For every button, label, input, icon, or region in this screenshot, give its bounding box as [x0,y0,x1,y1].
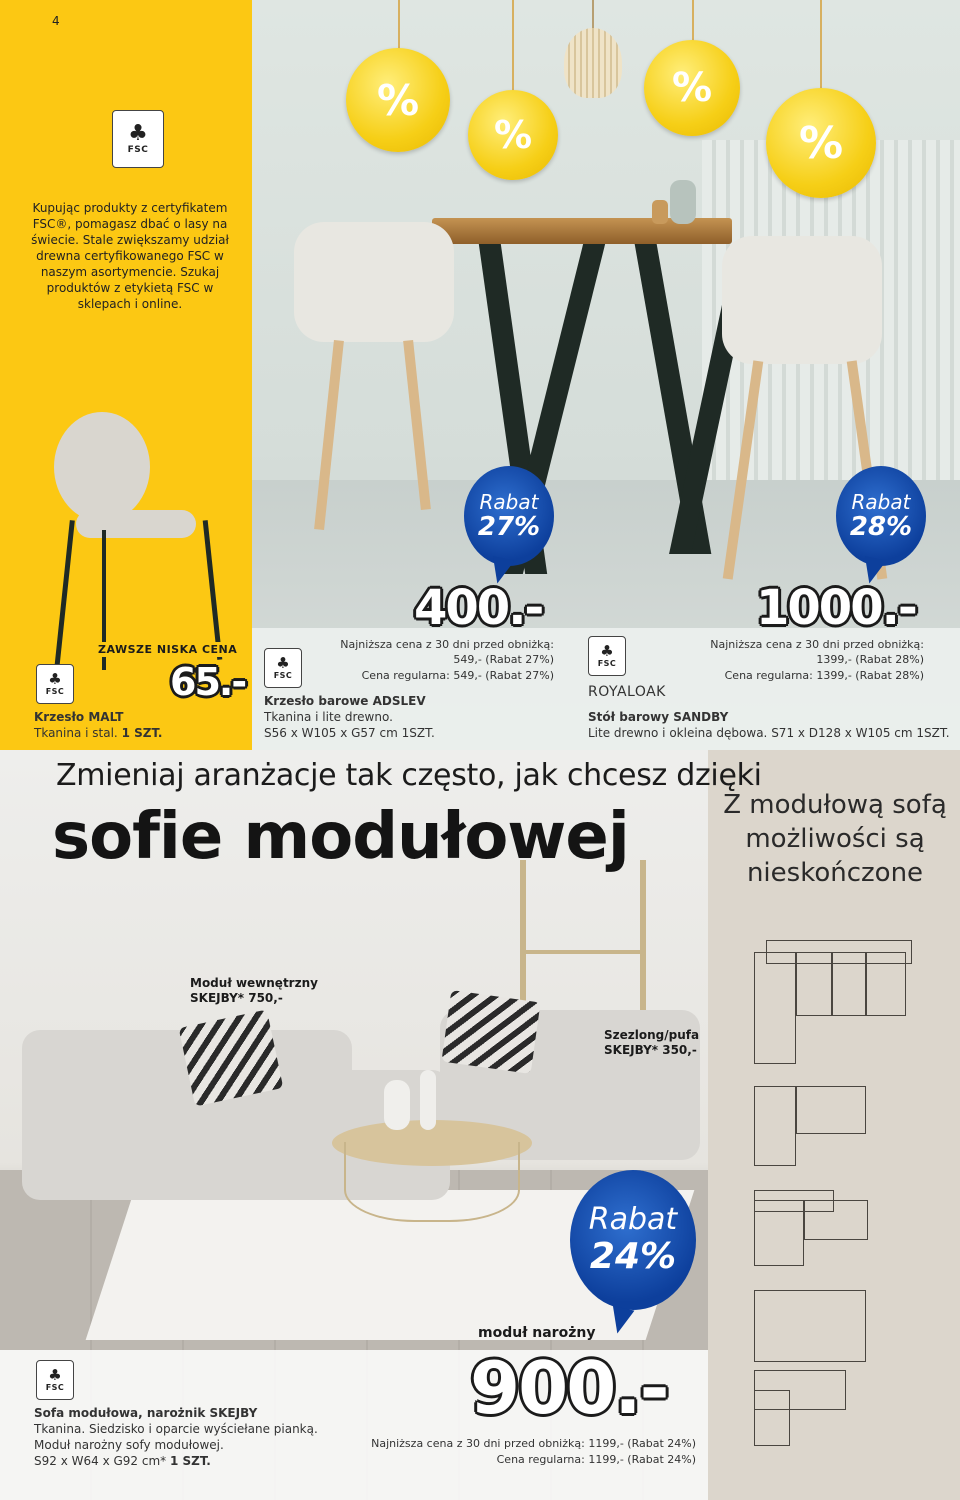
tree-icon: ♣ [276,654,290,672]
inner-module-label: Moduł wewnętrzny SKEJBY* 750,- [190,976,318,1005]
module-diagram [754,1086,796,1166]
left-bar-chair-seat [294,222,454,342]
percent-tag: % [468,90,558,180]
fsc-logo: ♣ FSC [112,110,164,168]
sandby-name: Stół barowy SANDBY [588,710,729,724]
adslev-desc: Tkanina i lite drewno. [264,710,393,724]
vase [670,180,696,224]
malt-price: 65.- [170,660,246,704]
sofa-desc-line2: Moduł narożny sofy modułowej. [34,1438,224,1452]
module-diagram [796,1086,866,1134]
pendant-lamp [564,28,622,98]
malt-chair-seat [76,510,196,538]
sandby-discount-bubble: Rabat 28% [836,466,926,566]
adslev-price: 400.- [414,580,543,636]
tag-string [692,0,694,42]
sofa-side-text: Z modułową sofą możliwości są nieskończone [723,790,947,888]
right-bar-chair-seat [722,236,882,364]
fsc-logo: ♣ FSC [588,636,626,676]
fsc-logo: ♣ FSC [264,648,302,688]
adslev-regular-price: Cena regularna: 549,- (Rabat 27%) [361,669,554,682]
adslev-discount-bubble: Rabat 27% [464,466,554,566]
sofa-discount-bubble: Rabat 24% [570,1170,696,1310]
sofa-section [0,750,960,1500]
adslev-dims: S56 x W105 x G57 cm 1SZT. [264,726,435,740]
module-diagram [832,952,866,1016]
malt-name: Krzesło MALT [34,710,124,724]
tree-icon: ♣ [600,642,614,660]
sandby-lowest-price: Najniższa cena z 30 dni przed obniżką: 1399,- (Rabat 28%) [710,638,924,666]
fsc-logo: ♣ FSC [36,664,74,704]
sofa-dims: S92 x W64 x G92 cm* 1 SZT. [34,1454,211,1468]
coffee-table-base [344,1142,520,1222]
module-diagram [754,952,796,1064]
module-diagram [866,952,906,1016]
percent-tag: % [766,88,876,198]
lamp-cord [592,0,594,30]
sofa-headline-big: sofie modułowej [52,800,629,874]
tag-string [512,0,514,92]
shelf-board [520,950,646,954]
striped-pillow [441,990,540,1074]
sofa-desc-line1: Tkanina. Siedzisko i oparcie wyściełane pianką. [34,1422,318,1436]
tag-string [820,0,822,90]
adslev-lowest-price: Najniższa cena z 30 dni przed obniżką: 549,- (Rabat 27%) [340,638,554,666]
fsc-logo: ♣ FSC [36,1360,74,1400]
always-low-price-badge: ZAWSZE NISKA CENA [94,642,241,657]
vase [652,200,668,224]
sofa-name: Sofa modułowa, narożnik SKEJBY [34,1406,258,1420]
sandby-price: 1000.- [756,580,916,636]
module-diagram [796,952,832,1016]
module-diagram [754,1290,866,1362]
vase [420,1070,436,1130]
sofa-lowest-price: Najniższa cena z 30 dni przed obniżką: 1199,- (Rabat 24%) [371,1437,696,1450]
malt-desc: Tkanina i stal. 1 SZT. [34,726,163,740]
percent-tag: % [346,48,450,152]
malt-chair-back [54,412,150,522]
chaise-label: Szezlong/pufa SKEJBY* 350,- [604,1028,700,1057]
module-diagram [754,1200,804,1266]
fsc-info-text: Kupując produkty z certyfikatem FSC®, pomagasz dbać o lasy na świecie. Stale zwiększamy udział drewna certyfikowanego FSC w naszym asortymencie. Szukaj produktów z etykietą FSC w sklepach i online. [31,201,229,311]
tree-icon: ♣ [128,121,148,146]
sandby-regular-price: Cena regularna: 1399,- (Rabat 28%) [724,669,924,682]
corner-module-label: moduł narożny [478,1325,596,1341]
sandby-desc: Lite drewno i okleina dębowa. S71 x D128 x W105 cm 1SZT. [588,726,950,740]
page-number: 4 [52,14,60,28]
tree-icon: ♣ [48,670,62,688]
sofa-headline-small: Zmieniaj aranżacje tak często, jak chcesz dzięki [56,758,762,793]
vase [384,1080,410,1130]
tag-string [398,0,400,50]
royaloak-brand-logo: ROYALOAK [588,684,666,700]
percent-tag: % [644,40,740,136]
sofa-price: 900.- [470,1346,668,1430]
adslev-name: Krzesło barowe ADSLEV [264,694,426,708]
tree-icon: ♣ [48,1366,62,1384]
sofa-regular-price: Cena regularna: 1199,- (Rabat 24%) [496,1453,696,1466]
module-diagram [804,1200,868,1240]
module-diagram [754,1390,790,1446]
